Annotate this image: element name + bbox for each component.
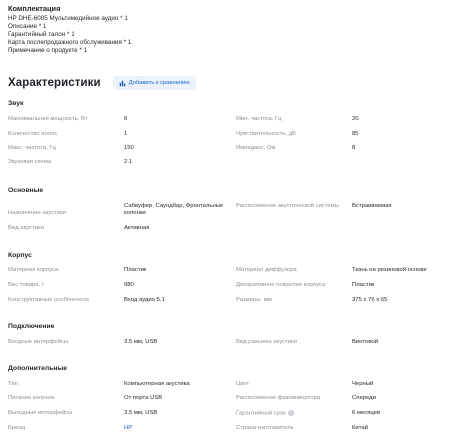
spec-label: Вид акустики [8, 225, 44, 231]
spec-value: От порта USB [124, 395, 163, 401]
spec-value: Черный [352, 381, 374, 387]
spec-label: Материал корпуса [8, 267, 59, 273]
kit-line: Описание * 1 [8, 23, 47, 31]
add-to-compare-label: Добавить к сравнению [128, 80, 190, 86]
spec-value: 20 [352, 116, 359, 122]
spec-label: Максимальная мощность, Вт [8, 116, 88, 122]
kit-block [8, 4, 438, 55]
spec-value: 3.5 мм, USB [124, 339, 158, 345]
spec-label: Декоративное покрытие корпуса [236, 282, 326, 288]
spec-label: Выходные интерфейсы [8, 410, 73, 416]
spec-value: 150 [124, 145, 134, 151]
spec-label: Макс. частота, Гц [8, 145, 56, 151]
spec-value: Компьютерная акустика [124, 381, 190, 387]
spec-value: 8 [352, 145, 356, 151]
section-title-main: Основные [8, 187, 44, 194]
section-title-sound: Звук [8, 100, 24, 107]
brand-link[interactable]: HP [124, 425, 133, 431]
spec-value: 85 [352, 131, 359, 137]
spec-label: Цвет [236, 381, 250, 387]
info-icon[interactable]: ? [289, 410, 292, 415]
spec-label: Расположение акустической системы [236, 203, 339, 209]
spec-label: Тип [8, 381, 18, 387]
kit-line: Карта послепродажного обслуживания * 1 [8, 39, 132, 47]
spec-label-with-info [236, 410, 294, 418]
spec-label: Входные интерфейсы [8, 339, 69, 345]
kit-line: Гарантийный талон * 1 [8, 31, 75, 39]
kit-line: HP DHE-6005 Мультимедийное аудио * 1 [8, 15, 128, 22]
spec-value: Винтовой [352, 339, 379, 345]
spec-label: Расположение фазоинвертора [236, 395, 321, 401]
spec-value: Спереди [352, 395, 376, 401]
compare-icon [119, 80, 126, 87]
spec-value: Ткань на резиновой основе [352, 267, 427, 273]
characteristics-title: Характеристики [8, 77, 101, 89]
spec-label: Мин. частота, Гц [236, 116, 282, 122]
spec-label: Гарантийный срок [236, 410, 286, 417]
spec-label: Питание колонок [8, 395, 55, 401]
section-title-body: Корпус [8, 252, 32, 259]
spec-value: Китай [352, 425, 368, 431]
kit-line: Примечание о продукте * 1 [8, 47, 88, 55]
spec-value: 1 [124, 131, 128, 137]
spec-label: Чувствительность, дБ [236, 131, 297, 137]
spec-value: 3.5 мм, USB [124, 410, 158, 416]
spec-value: Вход аудио 5.1 [124, 297, 165, 303]
spec-value: Сабвуфер, Саундбар, Фронтальные колонки [124, 203, 224, 216]
spec-value: 980 [124, 282, 134, 288]
kit-title: Комплектация [8, 4, 61, 13]
spec-label: Бренд [8, 425, 26, 431]
spec-value: 375 x 76 x 65 [352, 297, 388, 303]
spec-label: Конструктивные особенности [8, 297, 89, 303]
spec-value: Пластик [352, 282, 375, 288]
spec-label: Материал диффузора [236, 267, 297, 273]
section-title-connection: Подключение [8, 323, 55, 330]
spec-value: 6 [124, 116, 128, 122]
spec-label: Импеданс, Ом [236, 145, 276, 151]
spec-label: Размеры, мм [236, 297, 272, 303]
spec-value: 2.1 [124, 159, 133, 165]
spec-value: Встраиваемая [352, 203, 392, 209]
spec-label: Звуковая схема [8, 159, 52, 165]
spec-label: Вид разъема акустики [236, 339, 297, 345]
spec-label: Назначение акустики [8, 210, 66, 216]
spec-label: Количество полос [8, 131, 58, 137]
spec-value: Пластик [124, 267, 147, 273]
spec-label: Страна-изготовитель [236, 425, 294, 431]
add-to-compare-button[interactable] [113, 76, 196, 90]
spec-label: Вес товара, г [8, 282, 45, 288]
characteristics-header [8, 76, 196, 90]
spec-value: Активная [124, 225, 150, 231]
section-title-extra: Дополнительные [8, 365, 68, 372]
spec-value: 6 месяцев [352, 410, 381, 416]
